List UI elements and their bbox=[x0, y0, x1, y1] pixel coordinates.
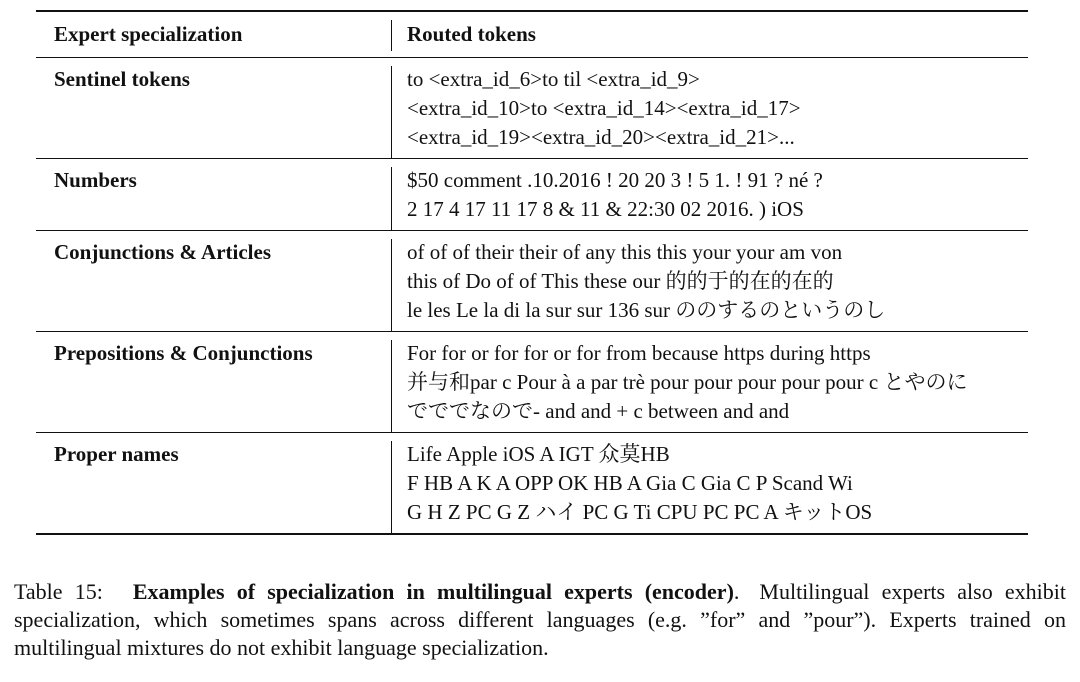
token-line: F HB A K A OPP OK HB A Gia C Gia C P Scand Wi bbox=[407, 471, 853, 495]
caption-title-end: . bbox=[733, 579, 740, 604]
token-line: to <extra_id_6>to til <extra_id_9> bbox=[407, 67, 700, 91]
table-caption bbox=[14, 578, 1066, 662]
caption-label: Table 15: bbox=[14, 579, 103, 604]
column-header-routed-tokens: Routed tokens bbox=[391, 11, 1028, 58]
routed-tokens-cell bbox=[391, 433, 1028, 535]
token-line: <extra_id_10>to <extra_id_14><extra_id_17> bbox=[407, 96, 801, 120]
token-line: Life Apple iOS A IGT 众莫HB bbox=[407, 442, 670, 466]
token-line: this of Do of of This these our 的的于的在的在的 bbox=[407, 269, 834, 293]
caption-body: Multilingual experts also exhibit specialization, which sometimes spans across different languages (e.g. ”for” and ”pour”). Experts trained on multilingual mixtures do not exhibit language specialization. bbox=[14, 579, 1066, 660]
routed-tokens-cell bbox=[391, 159, 1028, 231]
routed-tokens-cell bbox=[391, 231, 1028, 332]
token-line: 2 17 4 17 11 17 8 & 11 & 22:30 02 2016. ) iOS bbox=[407, 197, 804, 221]
token-line: le les Le la di la sur sur 136 sur ののするのというのし bbox=[407, 298, 886, 322]
token-line: 并与和par c Pour à a par trè pour pour pour pour pour c とやのに bbox=[407, 370, 968, 394]
table-row-prepositions-conjunctions bbox=[36, 332, 1028, 433]
row-category: Numbers bbox=[54, 168, 137, 192]
row-category: Proper names bbox=[54, 442, 179, 466]
caption-title: Examples of specialization in multilingual experts (encoder) bbox=[132, 579, 734, 604]
table-row-conjunctions-articles bbox=[36, 231, 1028, 332]
row-category: Conjunctions & Articles bbox=[54, 240, 271, 264]
routed-tokens-cell bbox=[391, 58, 1028, 159]
row-category: Prepositions & Conjunctions bbox=[54, 341, 313, 365]
token-line: For for or for for or for from because https during https bbox=[407, 341, 871, 365]
token-line: of of of their their of any this this your your am von bbox=[407, 240, 843, 264]
specialization-table bbox=[36, 10, 1028, 535]
token-line: でででなので- and and + c between and and bbox=[407, 399, 790, 423]
token-line: $50 comment .10.2016 ! 20 20 3 ! 5 1. ! 91 ? né ? bbox=[407, 168, 823, 192]
table-row-sentinel-tokens bbox=[36, 58, 1028, 159]
table-row-proper-names bbox=[36, 433, 1028, 535]
table-row-numbers bbox=[36, 159, 1028, 231]
routed-tokens-cell bbox=[391, 332, 1028, 433]
specialization-table-container bbox=[36, 10, 1028, 535]
table-header-row bbox=[36, 11, 1028, 58]
token-line: G H Z PC G Z ハイ PC G Ti CPU PC PC A キットOS bbox=[407, 500, 873, 524]
column-header-expert-specialization: Expert specialization bbox=[54, 22, 243, 46]
token-line: <extra_id_19><extra_id_20><extra_id_21>... bbox=[407, 125, 795, 149]
row-category: Sentinel tokens bbox=[54, 67, 190, 91]
